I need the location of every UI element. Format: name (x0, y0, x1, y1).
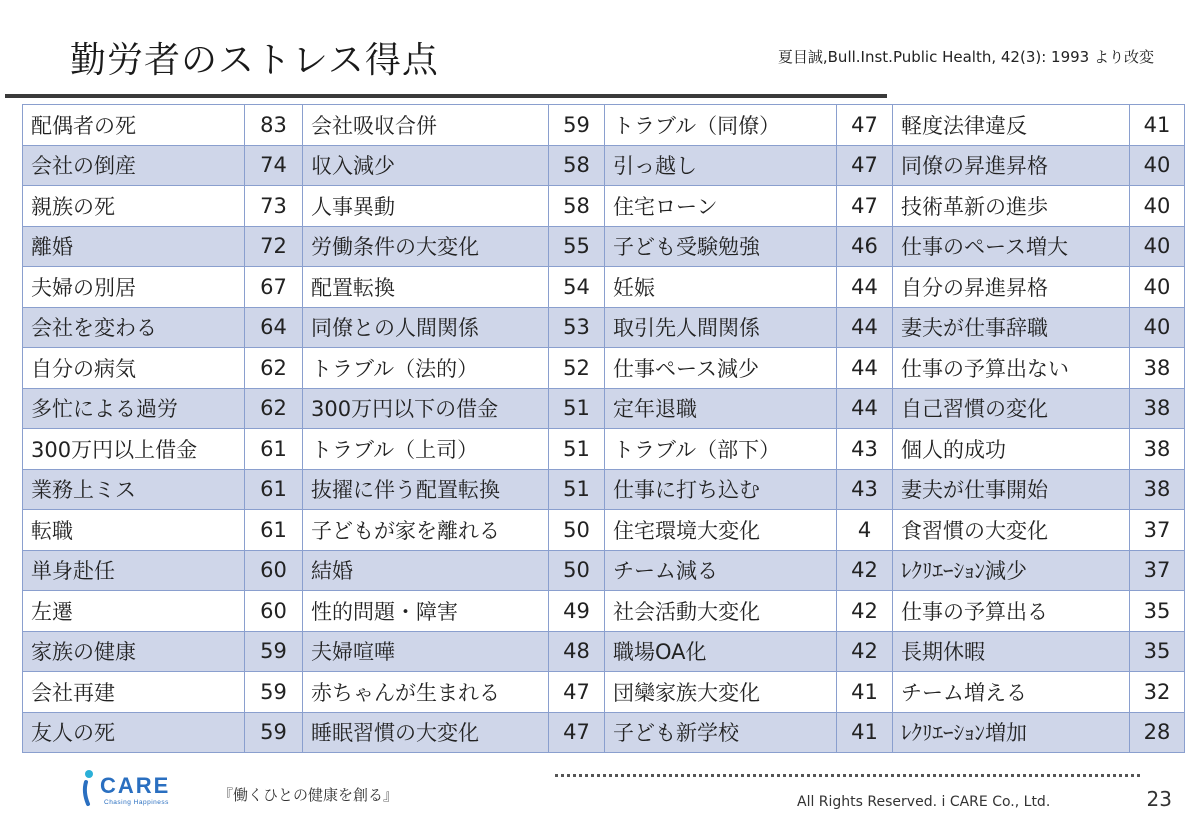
stress-event-cell: 仕事の予算出ない (893, 348, 1130, 389)
stress-score-cell: 47 (549, 672, 605, 713)
dotted-divider (555, 774, 1140, 777)
stress-event-cell: 夫婦喧嘩 (303, 631, 549, 672)
stress-event-cell: トラブル（法的） (303, 348, 549, 389)
stress-score-cell: 40 (1130, 226, 1185, 267)
stress-event-cell: 住宅環境大変化 (605, 510, 837, 551)
stress-event-cell: 自己習慣の変化 (893, 388, 1130, 429)
stress-event-cell: 業務上ミス (23, 469, 245, 510)
table-row (23, 631, 1185, 672)
stress-event-cell: 仕事の予算出る (893, 591, 1130, 632)
stress-event-cell: 赤ちゃんが生まれる (303, 672, 549, 713)
logo-wordmark: CARE (100, 773, 171, 798)
stress-event-cell: 配置転換 (303, 267, 549, 308)
stress-score-cell: 43 (837, 429, 893, 470)
stress-event-cell: 性的問題・障害 (303, 591, 549, 632)
stress-score-cell: 44 (837, 348, 893, 389)
stress-score-cell: 61 (245, 510, 303, 551)
stress-score-cell: 28 (1130, 712, 1185, 753)
stress-event-cell: 食習慣の大変化 (893, 510, 1130, 551)
icare-logo (80, 768, 210, 808)
table-row (23, 591, 1185, 632)
stress-score-cell: 4 (837, 510, 893, 551)
stress-score-cell: 55 (549, 226, 605, 267)
page-number: 23 (1146, 787, 1172, 811)
stress-event-cell: トラブル（上司） (303, 429, 549, 470)
stress-event-cell: 会社吸収合併 (303, 105, 549, 146)
stress-score-cell: 83 (245, 105, 303, 146)
stress-score-cell: 41 (1130, 105, 1185, 146)
stress-event-cell: 子ども新学校 (605, 712, 837, 753)
stress-score-cell: 49 (549, 591, 605, 632)
stress-score-cell: 35 (1130, 631, 1185, 672)
stress-score-cell: 43 (837, 469, 893, 510)
stress-event-cell: 社会活動大変化 (605, 591, 837, 632)
stress-event-cell: 抜擢に伴う配置転換 (303, 469, 549, 510)
stress-score-cell: 40 (1130, 186, 1185, 227)
stress-event-cell: 親族の死 (23, 186, 245, 227)
stress-score-cell: 72 (245, 226, 303, 267)
stress-event-cell: 技術革新の進歩 (893, 186, 1130, 227)
stress-score-cell: 73 (245, 186, 303, 227)
stress-score-cell: 50 (549, 510, 605, 551)
table-row (23, 712, 1185, 753)
stress-event-cell: チーム減る (605, 550, 837, 591)
stress-score-cell: 40 (1130, 267, 1185, 308)
stress-score-cell: 47 (837, 145, 893, 186)
stress-event-cell: 労働条件の大変化 (303, 226, 549, 267)
stress-score-table (22, 104, 1185, 753)
stress-event-cell: 妊娠 (605, 267, 837, 308)
page-title: 勤労者のストレス得点 (70, 40, 439, 81)
stress-event-cell: 多忙による過労 (23, 388, 245, 429)
stress-event-cell: 住宅ローン (605, 186, 837, 227)
table-row (23, 429, 1185, 470)
stress-score-cell: 67 (245, 267, 303, 308)
table-row (23, 550, 1185, 591)
stress-score-cell: 59 (549, 105, 605, 146)
stress-event-cell: 妻夫が仕事辞職 (893, 307, 1130, 348)
stress-score-cell: 35 (1130, 591, 1185, 632)
stress-event-cell: 会社の倒産 (23, 145, 245, 186)
stress-score-cell: 53 (549, 307, 605, 348)
stress-score-cell: 60 (245, 550, 303, 591)
stress-event-cell: 300万円以下の借金 (303, 388, 549, 429)
stress-event-cell: トラブル（同僚） (605, 105, 837, 146)
stress-event-cell: 300万円以上借金 (23, 429, 245, 470)
stress-score-cell: 59 (245, 672, 303, 713)
stress-event-cell: 妻夫が仕事開始 (893, 469, 1130, 510)
stress-score-cell: 38 (1130, 469, 1185, 510)
stress-event-cell: 会社を変わる (23, 307, 245, 348)
stress-score-cell: 40 (1130, 145, 1185, 186)
stress-score-cell: 58 (549, 145, 605, 186)
stress-score-cell: 58 (549, 186, 605, 227)
stress-event-cell: 取引先人間関係 (605, 307, 837, 348)
stress-event-cell: 同僚の昇進昇格 (893, 145, 1130, 186)
stress-score-cell: 52 (549, 348, 605, 389)
stress-score-cell: 48 (549, 631, 605, 672)
stress-score-cell: 51 (549, 469, 605, 510)
stress-event-cell: 配偶者の死 (23, 105, 245, 146)
stress-event-cell: 自分の病気 (23, 348, 245, 389)
stress-score-cell: 51 (549, 429, 605, 470)
table-row (23, 469, 1185, 510)
stress-score-cell: 37 (1130, 550, 1185, 591)
table-row (23, 348, 1185, 389)
stress-event-cell: 仕事に打ち込む (605, 469, 837, 510)
stress-score-cell: 62 (245, 388, 303, 429)
stress-score-cell: 51 (549, 388, 605, 429)
table-row (23, 672, 1185, 713)
stress-score-cell: 60 (245, 591, 303, 632)
table-row (23, 388, 1185, 429)
stress-event-cell: 睡眠習慣の大変化 (303, 712, 549, 753)
stress-score-cell: 38 (1130, 388, 1185, 429)
stress-event-cell: 引っ越し (605, 145, 837, 186)
stress-event-cell: 家族の健康 (23, 631, 245, 672)
stress-event-cell: 軽度法律違反 (893, 105, 1130, 146)
stress-score-cell: 47 (837, 186, 893, 227)
stress-event-cell: 友人の死 (23, 712, 245, 753)
table-row (23, 510, 1185, 551)
stress-score-cell: 50 (549, 550, 605, 591)
stress-event-cell: 人事異動 (303, 186, 549, 227)
stress-score-cell: 38 (1130, 429, 1185, 470)
stress-event-cell: チーム増える (893, 672, 1130, 713)
stress-event-cell: 自分の昇進昇格 (893, 267, 1130, 308)
stress-score-cell: 44 (837, 267, 893, 308)
stress-score-cell: 59 (245, 712, 303, 753)
stress-score-cell: 46 (837, 226, 893, 267)
stress-score-cell: 41 (837, 672, 893, 713)
stress-event-cell: 個人的成功 (893, 429, 1130, 470)
stress-score-cell: 37 (1130, 510, 1185, 551)
stress-event-cell: 結婚 (303, 550, 549, 591)
stress-event-cell: ﾚｸﾘｴｰｼｮﾝ減少 (893, 550, 1130, 591)
stress-score-cell: 61 (245, 469, 303, 510)
stress-score-cell: 44 (837, 388, 893, 429)
logo-tagline: Chasing Happiness (104, 799, 169, 806)
title-underline (5, 94, 887, 98)
stress-score-cell: 32 (1130, 672, 1185, 713)
stress-event-cell: 転職 (23, 510, 245, 551)
stress-score-cell: 40 (1130, 307, 1185, 348)
stress-score-cell: 54 (549, 267, 605, 308)
stress-event-cell: 単身赴任 (23, 550, 245, 591)
stress-score-cell: 41 (837, 712, 893, 753)
stress-score-cell: 61 (245, 429, 303, 470)
stress-score-cell: 47 (837, 105, 893, 146)
stress-score-cell: 38 (1130, 348, 1185, 389)
stress-event-cell: 職場OA化 (605, 631, 837, 672)
stress-event-cell: 夫婦の別居 (23, 267, 245, 308)
stress-score-cell: 44 (837, 307, 893, 348)
stress-event-cell: 仕事ペース減少 (605, 348, 837, 389)
stress-event-cell: 子どもが家を離れる (303, 510, 549, 551)
person-i-icon (85, 770, 93, 804)
stress-score-cell: 47 (549, 712, 605, 753)
source-citation: 夏目誠,Bull.Inst.Public Health, 42(3): 1993 より改変 (777, 48, 1154, 66)
stress-score-cell: 59 (245, 631, 303, 672)
company-slogan: 『働くひとの健康を創る』 (218, 786, 399, 804)
stress-score-cell: 64 (245, 307, 303, 348)
stress-event-cell: 左遷 (23, 591, 245, 632)
table-row (23, 105, 1185, 146)
stress-event-cell: 離婚 (23, 226, 245, 267)
stress-event-cell: 同僚との人間関係 (303, 307, 549, 348)
stress-event-cell: 長期休暇 (893, 631, 1130, 672)
stress-event-cell: 定年退職 (605, 388, 837, 429)
stress-event-cell: 仕事のペース増大 (893, 226, 1130, 267)
stress-event-cell: 子ども受験勉強 (605, 226, 837, 267)
stress-score-cell: 42 (837, 631, 893, 672)
stress-event-cell: トラブル（部下） (605, 429, 837, 470)
stress-score-cell: 42 (837, 550, 893, 591)
table-row (23, 145, 1185, 186)
stress-event-cell: 会社再建 (23, 672, 245, 713)
table-row (23, 307, 1185, 348)
stress-score-cell: 74 (245, 145, 303, 186)
copyright-text: All Rights Reserved. i CARE Co., Ltd. (797, 794, 1051, 810)
table-row (23, 186, 1185, 227)
stress-event-cell: 収入減少 (303, 145, 549, 186)
table-row (23, 267, 1185, 308)
table-row (23, 226, 1185, 267)
stress-score-cell: 42 (837, 591, 893, 632)
stress-event-cell: 団欒家族大変化 (605, 672, 837, 713)
stress-score-cell: 62 (245, 348, 303, 389)
stress-event-cell: ﾚｸﾘｴｰｼｮﾝ増加 (893, 712, 1130, 753)
